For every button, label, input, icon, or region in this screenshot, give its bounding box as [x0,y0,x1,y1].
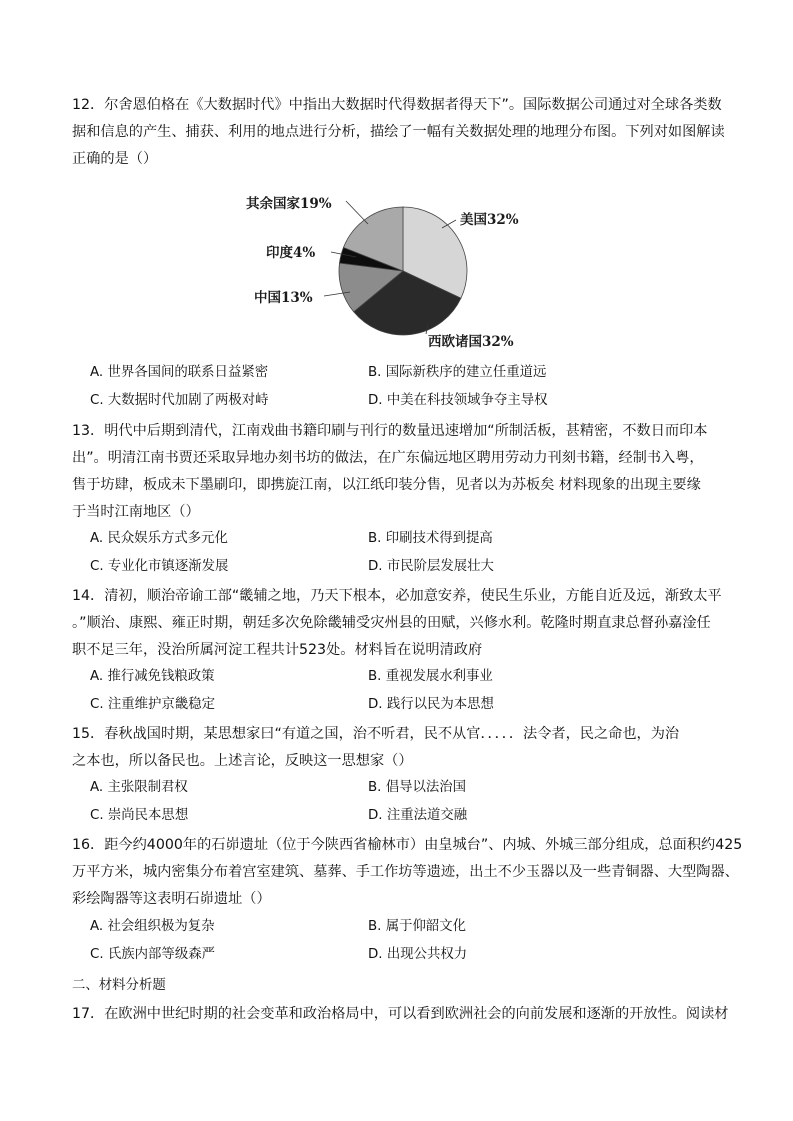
q14-stem-line-1: 14．清初，顺治帝谕工部“畿辅之地，乃天下根本，必加意安养，使民生乐业，方能自近及远，渐致太平 [72,588,722,604]
q16-option-b[interactable]: B. 属于仰韶文化 [368,919,467,934]
q16-stem-line-2: 万平方米，城内密集分布着宫室建筑、墓葬、手工作坊等遗迹，出土不少玉器以及一些青铜器、大型陶器、 [72,864,739,880]
q12-stem-line-1: 12．尔舍恩伯格在《大数据时代》中指出大数据时代得数据者得天下”。国际数据公司通过对全球各类数 [72,97,722,113]
q14-option-a[interactable]: A. 推行减免钱粮政策 [90,669,215,684]
q14-option-c[interactable]: C. 注重维护京畿稳定 [90,697,215,712]
pie-label-india: 印度4% [266,245,316,261]
q15-option-a[interactable]: A. 主张限制君权 [90,780,188,795]
q13-option-a[interactable]: A. 民众娱乐方式多元化 [90,531,228,546]
q12-stem-line-3: 正确的是（） [72,151,158,167]
q15-option-c[interactable]: C. 崇尚民本思想 [90,808,189,823]
q17-stem-line-1: 17．在欧洲中世纪时期的社会变革和政治格局中，可以看到欧洲社会的向前发展和逐渐的开放性。阅读材 [72,1006,729,1022]
q13-option-b[interactable]: B. 印刷技术得到提高 [368,531,493,546]
q13-option-d[interactable]: D. 市民阶层发展壮大 [368,559,494,574]
q12-option-c[interactable]: C. 大数据时代加剧了两极对峙 [90,393,269,408]
pie-label-others: 其余国家19% [246,196,332,212]
q13-stem-line-4: 于当时江南地区（） [72,504,200,520]
pie-label-china: 中国13% [254,290,313,306]
q13-stem-line-3: 售于坊肆，板成未下墨刷印，即携旋江南，以江纸印装分售，见者以为苏板矣 材料现象的出现主要缘 [72,477,701,493]
q13-option-c[interactable]: C. 专业化市镇逐渐发展 [90,559,229,574]
pie-label-usa: 美国32% [460,212,519,228]
q14-option-d[interactable]: D. 践行以民为本思想 [368,697,494,712]
q15-stem-line-1: 15．春秋战国时期，某思想家曰“有道之国，治不听君，民不从官．．．．．法令者，民之命也，为治 [72,726,680,742]
q12-stem-line-2: 据和信息的产生、捕获、利用的地点进行分析，描绘了一幅有关数据处理的地理分布图。下列对如图解读 [72,124,725,140]
pie-label-western-europe: 西欧诸国32% [428,334,514,350]
q15-option-b[interactable]: B. 倡导以法治国 [368,780,467,795]
q12-option-a[interactable]: A. 世界各国间的联系日益紧密 [90,365,269,380]
q14-stem-line-2: 。”顺治、康熙、雍正时期，朝廷多次免除畿辅受灾州县的田赋，兴修水利。乾隆时期直隶总督孙嘉淦任 [72,615,711,631]
q14-stem-line-3: 职不足三年，没治所属河淀工程共计523处。材料旨在说明清政府 [72,642,483,658]
q16-option-d[interactable]: D. 出现公共权力 [368,947,468,962]
q16-stem-line-1: 16．距今约4000年的石峁遗址（位于今陕西省榆林市）由皇城台”、内城、外城三部分组成，总面积约425 [72,837,743,853]
q15-option-d[interactable]: D. 注重法道交融 [368,808,468,823]
pie-leader-line [346,201,368,224]
q12-option-d[interactable]: D. 中美在科技领域争夺主导权 [368,393,548,408]
section-title: 二、材料分析题 [72,978,166,993]
q16-option-a[interactable]: A. 社会组织极为复杂 [90,919,215,934]
pie-chart [228,184,558,352]
q16-stem-line-3: 彩绘陶器等这表明石峁遗址（） [72,891,271,907]
q16-option-c[interactable]: C. 氏族内部等级森严 [90,947,215,962]
q12-option-b[interactable]: B. 国际新秩序的建立任重道远 [368,365,547,380]
q13-stem-line-1: 13．明代中后期到清代，江南戏曲书籍印刷与刊行的数量迅速增加“所制活板，甚精密，不数日而印本 [72,423,708,439]
q15-stem-line-2: 之本也，所以备民也。上述言论，反映这一思想家（） [72,753,413,769]
q13-stem-line-2: 出”。明清江南书贾还采取异地办刻书坊的做法，在广东偏远地区聘用劳动力刊刻书籍，经制书入粤， [72,450,704,466]
q14-option-b[interactable]: B. 重视发展水利事业 [368,669,493,684]
